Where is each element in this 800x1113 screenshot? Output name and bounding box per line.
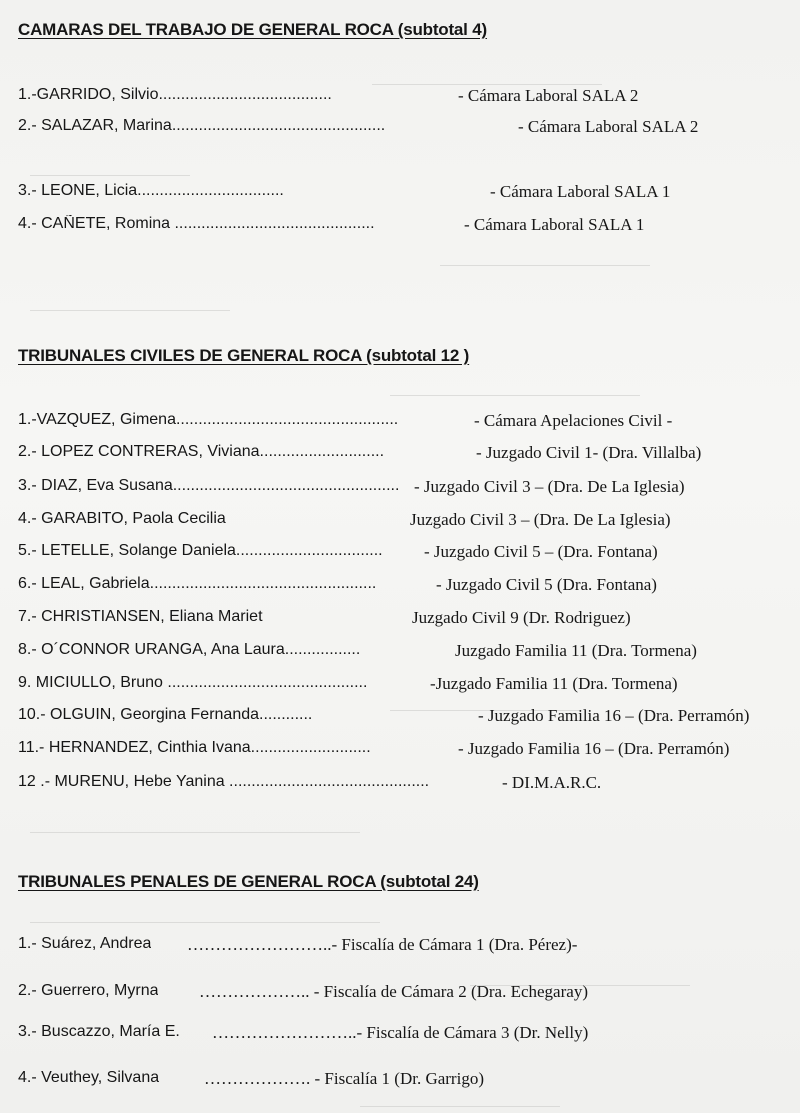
entry-destination: -Juzgado Familia 11 (Dra. Tormena) [430, 674, 678, 693]
entry-destination: - Juzgado Civil 5 (Dra. Fontana) [436, 575, 657, 594]
entry-name: 12 .- MURENU, Hebe Yanina ............................................. [18, 773, 430, 790]
entry-destination: - Juzgado Civil 3 – (Dra. De La Iglesia) [414, 477, 685, 496]
bleed-through-mark [360, 1098, 560, 1107]
list-item [0, 982, 800, 1006]
entry-name: 2.- Guerrero, Myrna [18, 982, 159, 999]
list-item [0, 706, 800, 730]
entry-name: 3.- DIAZ, Eva Susana................................................... [18, 477, 400, 494]
entry-destination: Juzgado Familia 11 (Dra. Tormena) [455, 641, 697, 660]
bleed-through-mark [30, 912, 380, 923]
entry-name: 1.- Suárez, Andrea [18, 935, 152, 952]
entry-name: 4.- GARABITO, Paola Cecilia [18, 510, 226, 527]
entry-name: 5.- LETELLE, Solange Daniela................................. [18, 542, 383, 559]
entry-destination: ……………….. - Fiscalía de Cámara 2 (Dra. Echegaray) [199, 982, 588, 1001]
list-item [0, 443, 800, 467]
bleed-through-mark [30, 165, 190, 176]
list-item [0, 477, 800, 501]
entry-destination: - Juzgado Civil 5 – (Dra. Fontana) [424, 542, 658, 561]
entry-destination: - Cámara Laboral SALA 2 [458, 86, 639, 105]
section-heading: TRIBUNALES CIVILES DE GENERAL ROCA (subtotal 12 ) [18, 346, 470, 365]
entry-destination: ………………. - Fiscalía 1 (Dr. Garrigo) [204, 1069, 484, 1088]
bleed-through-mark [30, 822, 360, 833]
section-heading: TRIBUNALES PENALES DE GENERAL ROCA (subtotal 24) [18, 872, 479, 891]
list-item [0, 674, 800, 698]
entry-name: 11.- HERNANDEZ, Cinthia Ivana........................... [18, 739, 371, 756]
bleed-through-mark [30, 300, 230, 311]
entry-name: 7.- CHRISTIANSEN, Eliana Mariet [18, 608, 263, 625]
entry-name: 6.- LEAL, Gabriela................................................... [18, 575, 377, 592]
entry-destination: - Cámara Laboral SALA 1 [490, 182, 671, 201]
entry-destination: - DI.M.A.R.C. [502, 773, 602, 792]
list-item [0, 608, 800, 632]
list-item [0, 510, 800, 534]
list-item [0, 182, 800, 206]
list-item [0, 411, 800, 435]
list-item [0, 641, 800, 665]
list-item [0, 1069, 800, 1093]
bleed-through-mark [440, 255, 650, 266]
entry-name: 2.- SALAZAR, Marina................................................ [18, 117, 386, 134]
list-item [0, 739, 800, 763]
entry-name: 8.- O´CONNOR URANGA, Ana Laura................. [18, 641, 361, 658]
entry-destination: - Cámara Laboral SALA 2 [518, 117, 699, 136]
entry-destination: - Cámara Laboral SALA 1 [464, 215, 645, 234]
entry-destination: - Juzgado Familia 16 – (Dra. Perramón) [478, 706, 750, 725]
entry-name: 1.-VAZQUEZ, Gimena.................................................. [18, 411, 399, 428]
entry-destination: - Juzgado Civil 1- (Dra. Villalba) [476, 443, 702, 462]
entry-destination: ……………………..- Fiscalía de Cámara 1 (Dra. Pérez)- [187, 935, 578, 954]
entry-name: 3.- Buscazzo, María E. [18, 1023, 180, 1040]
list-item [0, 935, 800, 959]
list-item [0, 542, 800, 566]
entry-destination: Juzgado Civil 9 (Dr. Rodriguez) [412, 608, 631, 627]
entry-destination: Juzgado Civil 3 – (Dra. De La Iglesia) [410, 510, 671, 529]
entry-destination: - Juzgado Familia 16 – (Dra. Perramón) [458, 739, 730, 758]
entry-destination: - Cámara Apelaciones Civil - [474, 411, 673, 430]
bleed-through-mark [390, 385, 640, 396]
entry-name: 1.-GARRIDO, Silvio....................................... [18, 86, 332, 103]
entry-name: 4.- Veuthey, Silvana [18, 1069, 160, 1086]
list-item [0, 575, 800, 599]
entry-name: 2.- LOPEZ CONTRERAS, Viviana............................ [18, 443, 385, 460]
entry-name: 3.- LEONE, Licia................................. [18, 182, 284, 199]
list-item [0, 117, 800, 141]
list-item [0, 1023, 800, 1047]
list-item [0, 773, 800, 797]
list-item [0, 215, 800, 239]
entry-name: 4.- CAÑETE, Romina ............................................. [18, 215, 375, 232]
entry-name: 10.- OLGUIN, Georgina Fernanda............ [18, 706, 313, 723]
section-heading: CAMARAS DEL TRABAJO DE GENERAL ROCA (subtotal 4) [18, 20, 487, 39]
entry-name: 9. MICIULLO, Bruno ............................................. [18, 674, 368, 691]
bleed-through-mark [372, 74, 602, 85]
list-item [0, 86, 800, 110]
entry-destination: ……………………..- Fiscalía de Cámara 3 (Dr. Nelly) [212, 1023, 589, 1042]
